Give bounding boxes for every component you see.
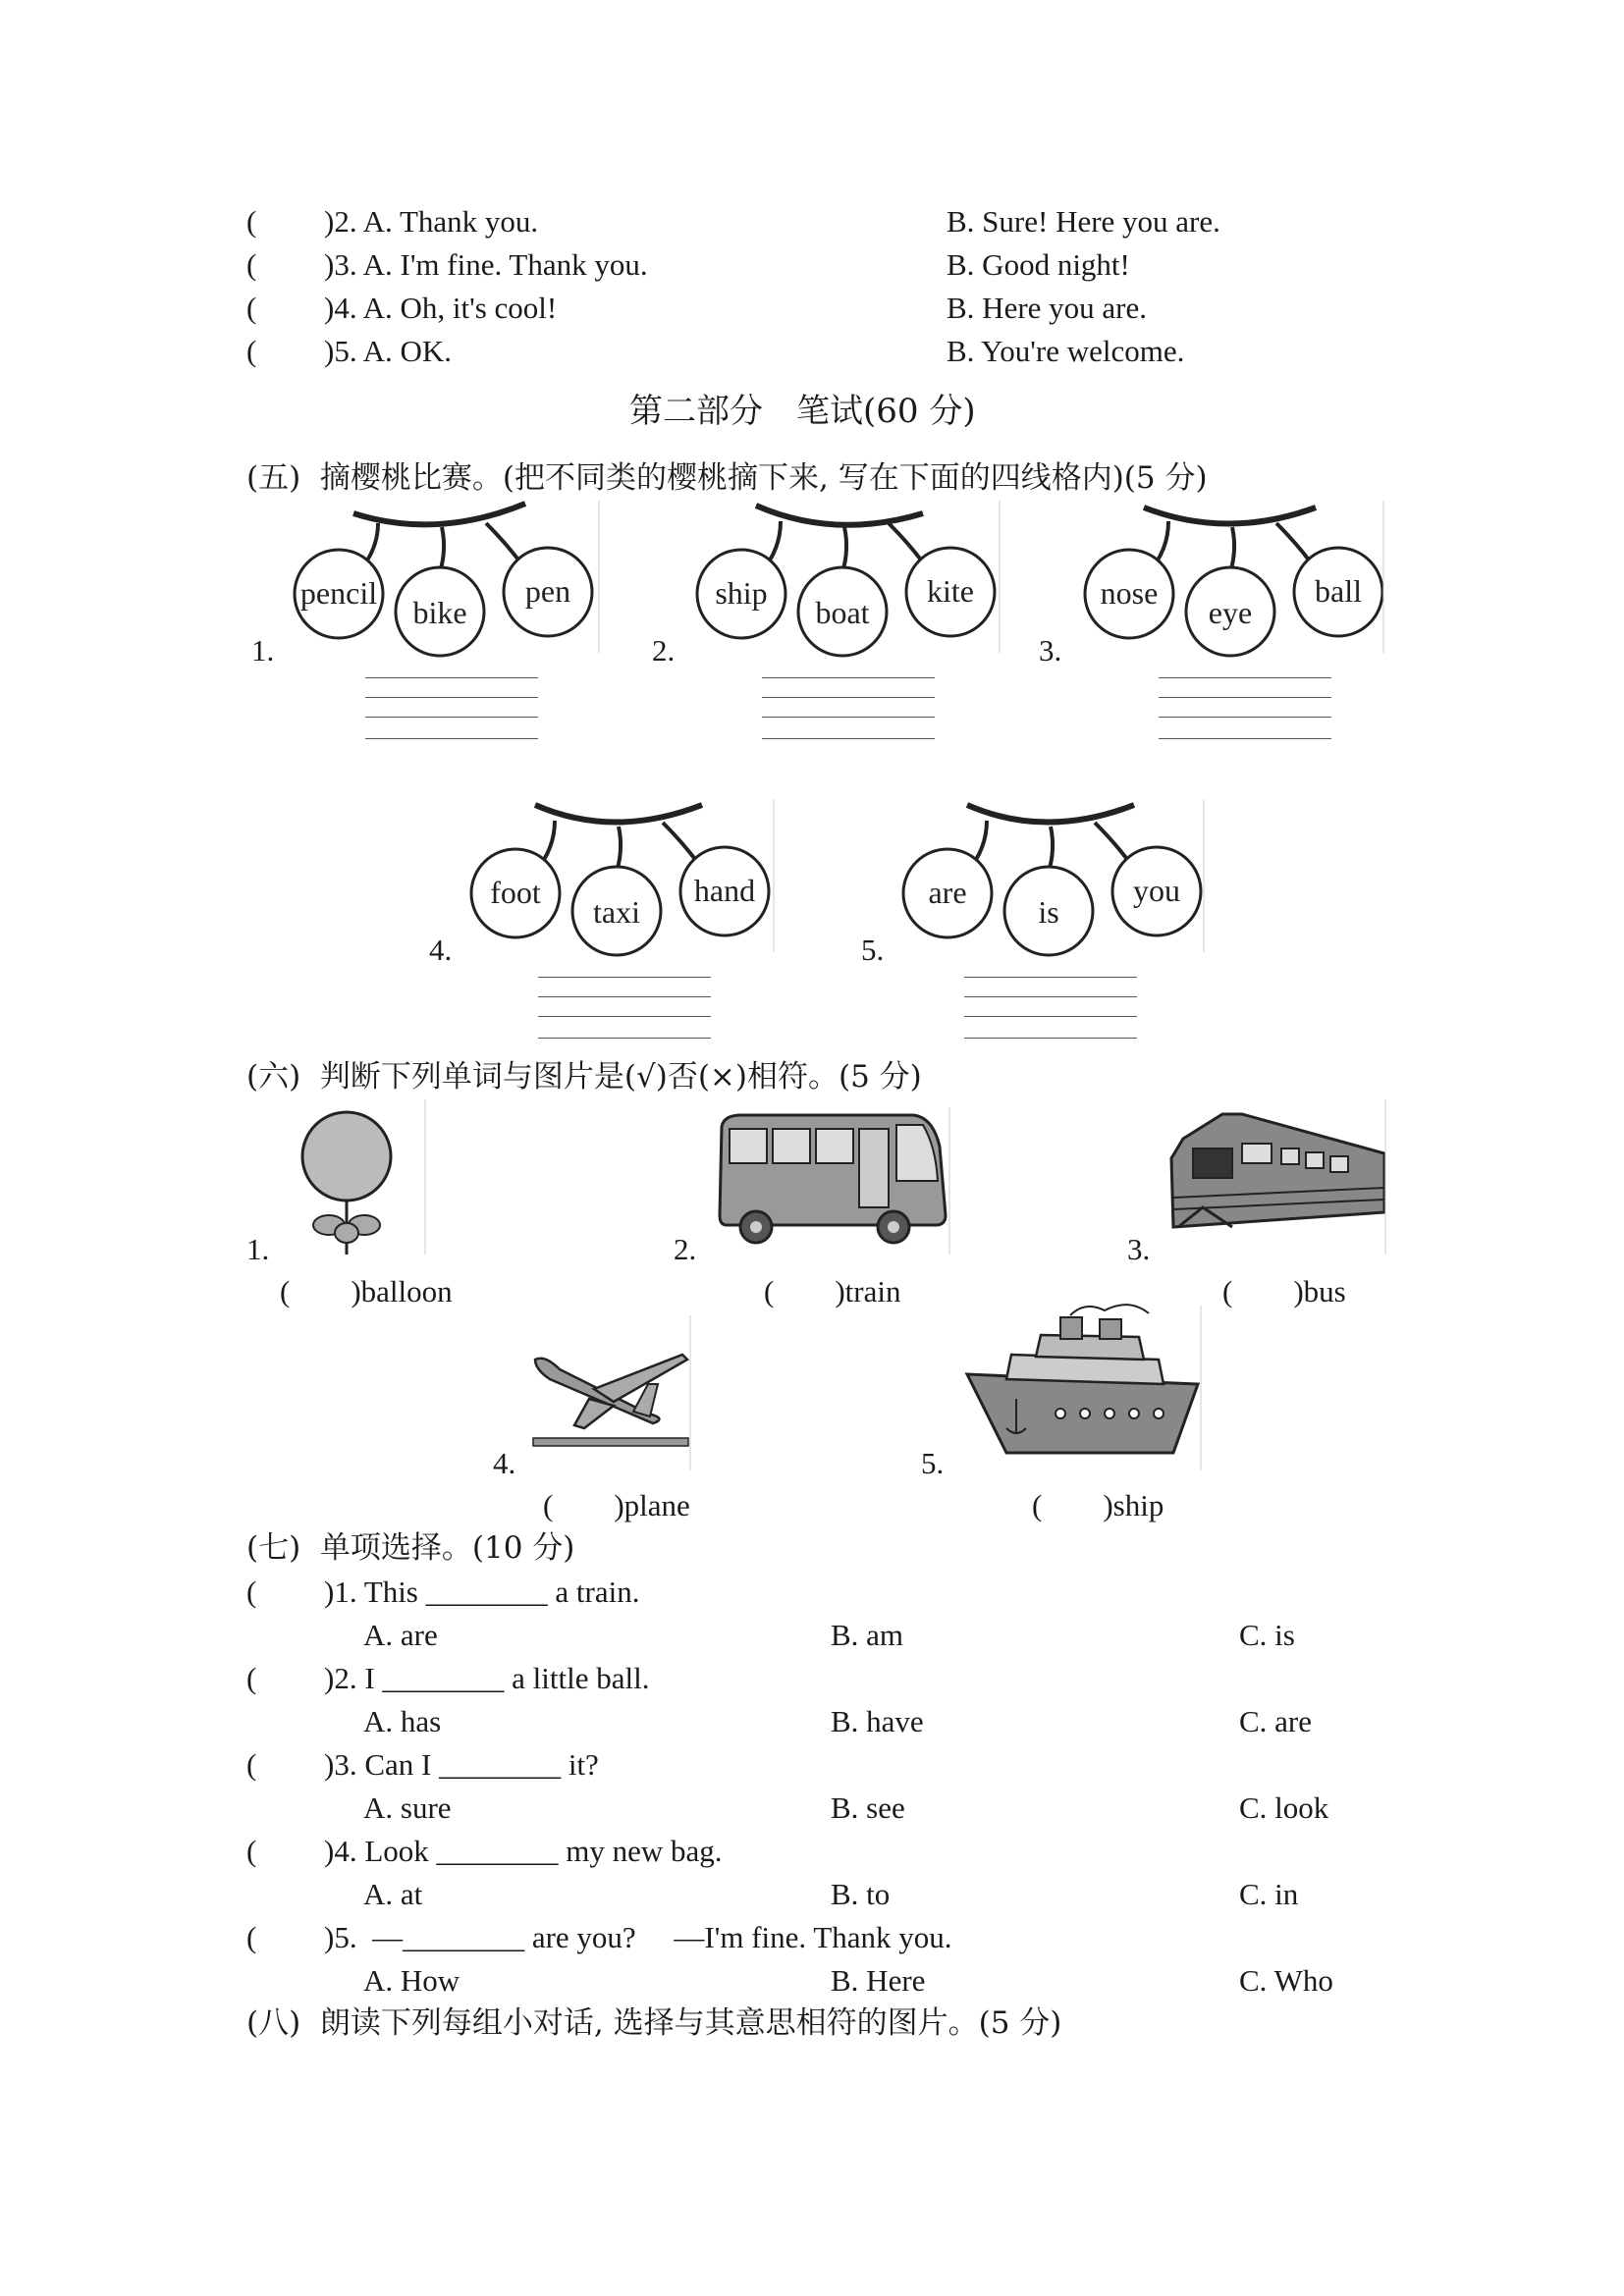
question-text: )3. Can I ________ it? bbox=[324, 1747, 599, 1782]
cherry-word[interactable]: is bbox=[1038, 894, 1059, 930]
option-c[interactable]: C. are bbox=[1239, 1704, 1313, 1738]
cherry-word[interactable]: are bbox=[928, 875, 967, 910]
cherry-icon bbox=[285, 496, 599, 663]
group-number: 2. bbox=[652, 633, 676, 667]
option-b[interactable]: B. see bbox=[831, 1790, 905, 1825]
answer-paren[interactable]: ( bbox=[246, 1661, 257, 1695]
question-option-a: )2. A. Thank you. bbox=[324, 204, 539, 239]
cherry-icon bbox=[1075, 496, 1389, 663]
group-number: 5. bbox=[861, 933, 885, 967]
cherry-word[interactable]: ship bbox=[715, 575, 768, 611]
question-option-a: )3. A. I'm fine. Thank you. bbox=[324, 247, 648, 282]
balloon-icon bbox=[299, 1099, 427, 1256]
item-number: 3. bbox=[1127, 1232, 1151, 1266]
answer-paren[interactable]: ( bbox=[246, 204, 257, 239]
group-number: 1. bbox=[251, 633, 275, 667]
cherry-word[interactable]: foot bbox=[490, 875, 541, 910]
question-option-a: )4. A. Oh, it's cool! bbox=[324, 291, 558, 325]
section-8-heading: (八) 朗读下列每组小对话, 选择与其意思相符的图片。(5 分) bbox=[246, 2005, 1062, 2041]
cherry-word[interactable]: hand bbox=[693, 873, 756, 908]
question-text: )4. Look ________ my new bag. bbox=[324, 1834, 723, 1868]
part-two-title: 第二部分 笔试(60 分) bbox=[629, 392, 976, 431]
question-option-b: B. You're welcome. bbox=[947, 334, 1185, 368]
option-c[interactable]: C. look bbox=[1239, 1790, 1329, 1825]
answer-paren[interactable]: ( bbox=[246, 247, 257, 282]
option-a[interactable]: A. has bbox=[363, 1704, 442, 1738]
judge-word[interactable]: ( )ship bbox=[1032, 1488, 1164, 1522]
item-number: 4. bbox=[493, 1446, 516, 1480]
item-number: 2. bbox=[674, 1232, 697, 1266]
cherry-word[interactable]: taxi bbox=[593, 894, 640, 930]
section-6-heading: (六) 判断下列单词与图片是(√)否(×)相符。(5 分) bbox=[246, 1059, 922, 1095]
option-a[interactable]: A. How bbox=[363, 1963, 460, 1998]
option-b[interactable]: B. Here bbox=[831, 1963, 926, 1998]
answer-paren[interactable]: ( bbox=[246, 1747, 257, 1782]
option-a[interactable]: A. at bbox=[363, 1877, 423, 1911]
section-7-heading: (七) 单项选择。(10 分) bbox=[246, 1530, 575, 1566]
option-c[interactable]: C. Who bbox=[1239, 1963, 1333, 1998]
answer-paren[interactable]: ( bbox=[246, 291, 257, 325]
ship-icon bbox=[962, 1306, 1203, 1472]
cherry-word[interactable]: you bbox=[1133, 873, 1180, 908]
cherry-word[interactable]: pen bbox=[524, 573, 571, 609]
judge-word[interactable]: ( )bus bbox=[1222, 1274, 1346, 1308]
question-option-a: )5. A. OK. bbox=[324, 334, 453, 368]
option-b[interactable]: B. have bbox=[831, 1704, 924, 1738]
cherry-word[interactable]: bike bbox=[412, 595, 467, 630]
cherry-word[interactable]: pencil bbox=[299, 575, 378, 611]
train-icon bbox=[1164, 1099, 1387, 1256]
section-5-heading: (五) 摘樱桃比赛。(把不同类的樱桃摘下来, 写在下面的四线格内)(5 分) bbox=[246, 460, 1208, 496]
item-number: 5. bbox=[921, 1446, 945, 1480]
group-number: 4. bbox=[429, 933, 453, 967]
cherry-word[interactable]: boat bbox=[815, 595, 870, 630]
option-c[interactable]: C. is bbox=[1239, 1618, 1295, 1652]
option-b[interactable]: B. to bbox=[831, 1877, 891, 1911]
judge-word[interactable]: ( )train bbox=[764, 1274, 901, 1308]
cherry-word[interactable]: ball bbox=[1315, 573, 1362, 609]
plane-icon bbox=[530, 1315, 692, 1472]
judge-word[interactable]: ( )balloon bbox=[280, 1274, 453, 1308]
cherry-icon bbox=[461, 795, 776, 962]
cherry-word[interactable]: kite bbox=[927, 573, 974, 609]
question-option-b: B. Here you are. bbox=[947, 291, 1147, 325]
answer-paren[interactable]: ( bbox=[246, 1834, 257, 1868]
answer-paren[interactable]: ( bbox=[246, 1575, 257, 1609]
judge-word[interactable]: ( )plane bbox=[543, 1488, 690, 1522]
option-a[interactable]: A. sure bbox=[363, 1790, 452, 1825]
option-a[interactable]: A. are bbox=[363, 1618, 438, 1652]
item-number: 1. bbox=[246, 1232, 270, 1266]
question-option-b: B. Good night! bbox=[947, 247, 1130, 282]
cherry-word[interactable]: nose bbox=[1100, 575, 1159, 611]
answer-paren[interactable]: ( bbox=[246, 334, 257, 368]
answer-paren[interactable]: ( bbox=[246, 1920, 257, 1954]
cherry-icon bbox=[687, 496, 1001, 663]
option-b[interactable]: B. am bbox=[831, 1618, 904, 1652]
question-option-b: B. Sure! Here you are. bbox=[947, 204, 1220, 239]
cherry-icon bbox=[893, 795, 1208, 962]
cherry-word[interactable]: eye bbox=[1208, 595, 1253, 630]
question-text: )1. This ________ a train. bbox=[324, 1575, 640, 1609]
group-number: 3. bbox=[1039, 633, 1062, 667]
question-text: )2. I ________ a little ball. bbox=[324, 1661, 650, 1695]
question-text: )5. —________ are you? —I'm fine. Thank you. bbox=[324, 1920, 952, 1954]
option-c[interactable]: C. in bbox=[1239, 1877, 1299, 1911]
bus-icon bbox=[712, 1107, 952, 1255]
